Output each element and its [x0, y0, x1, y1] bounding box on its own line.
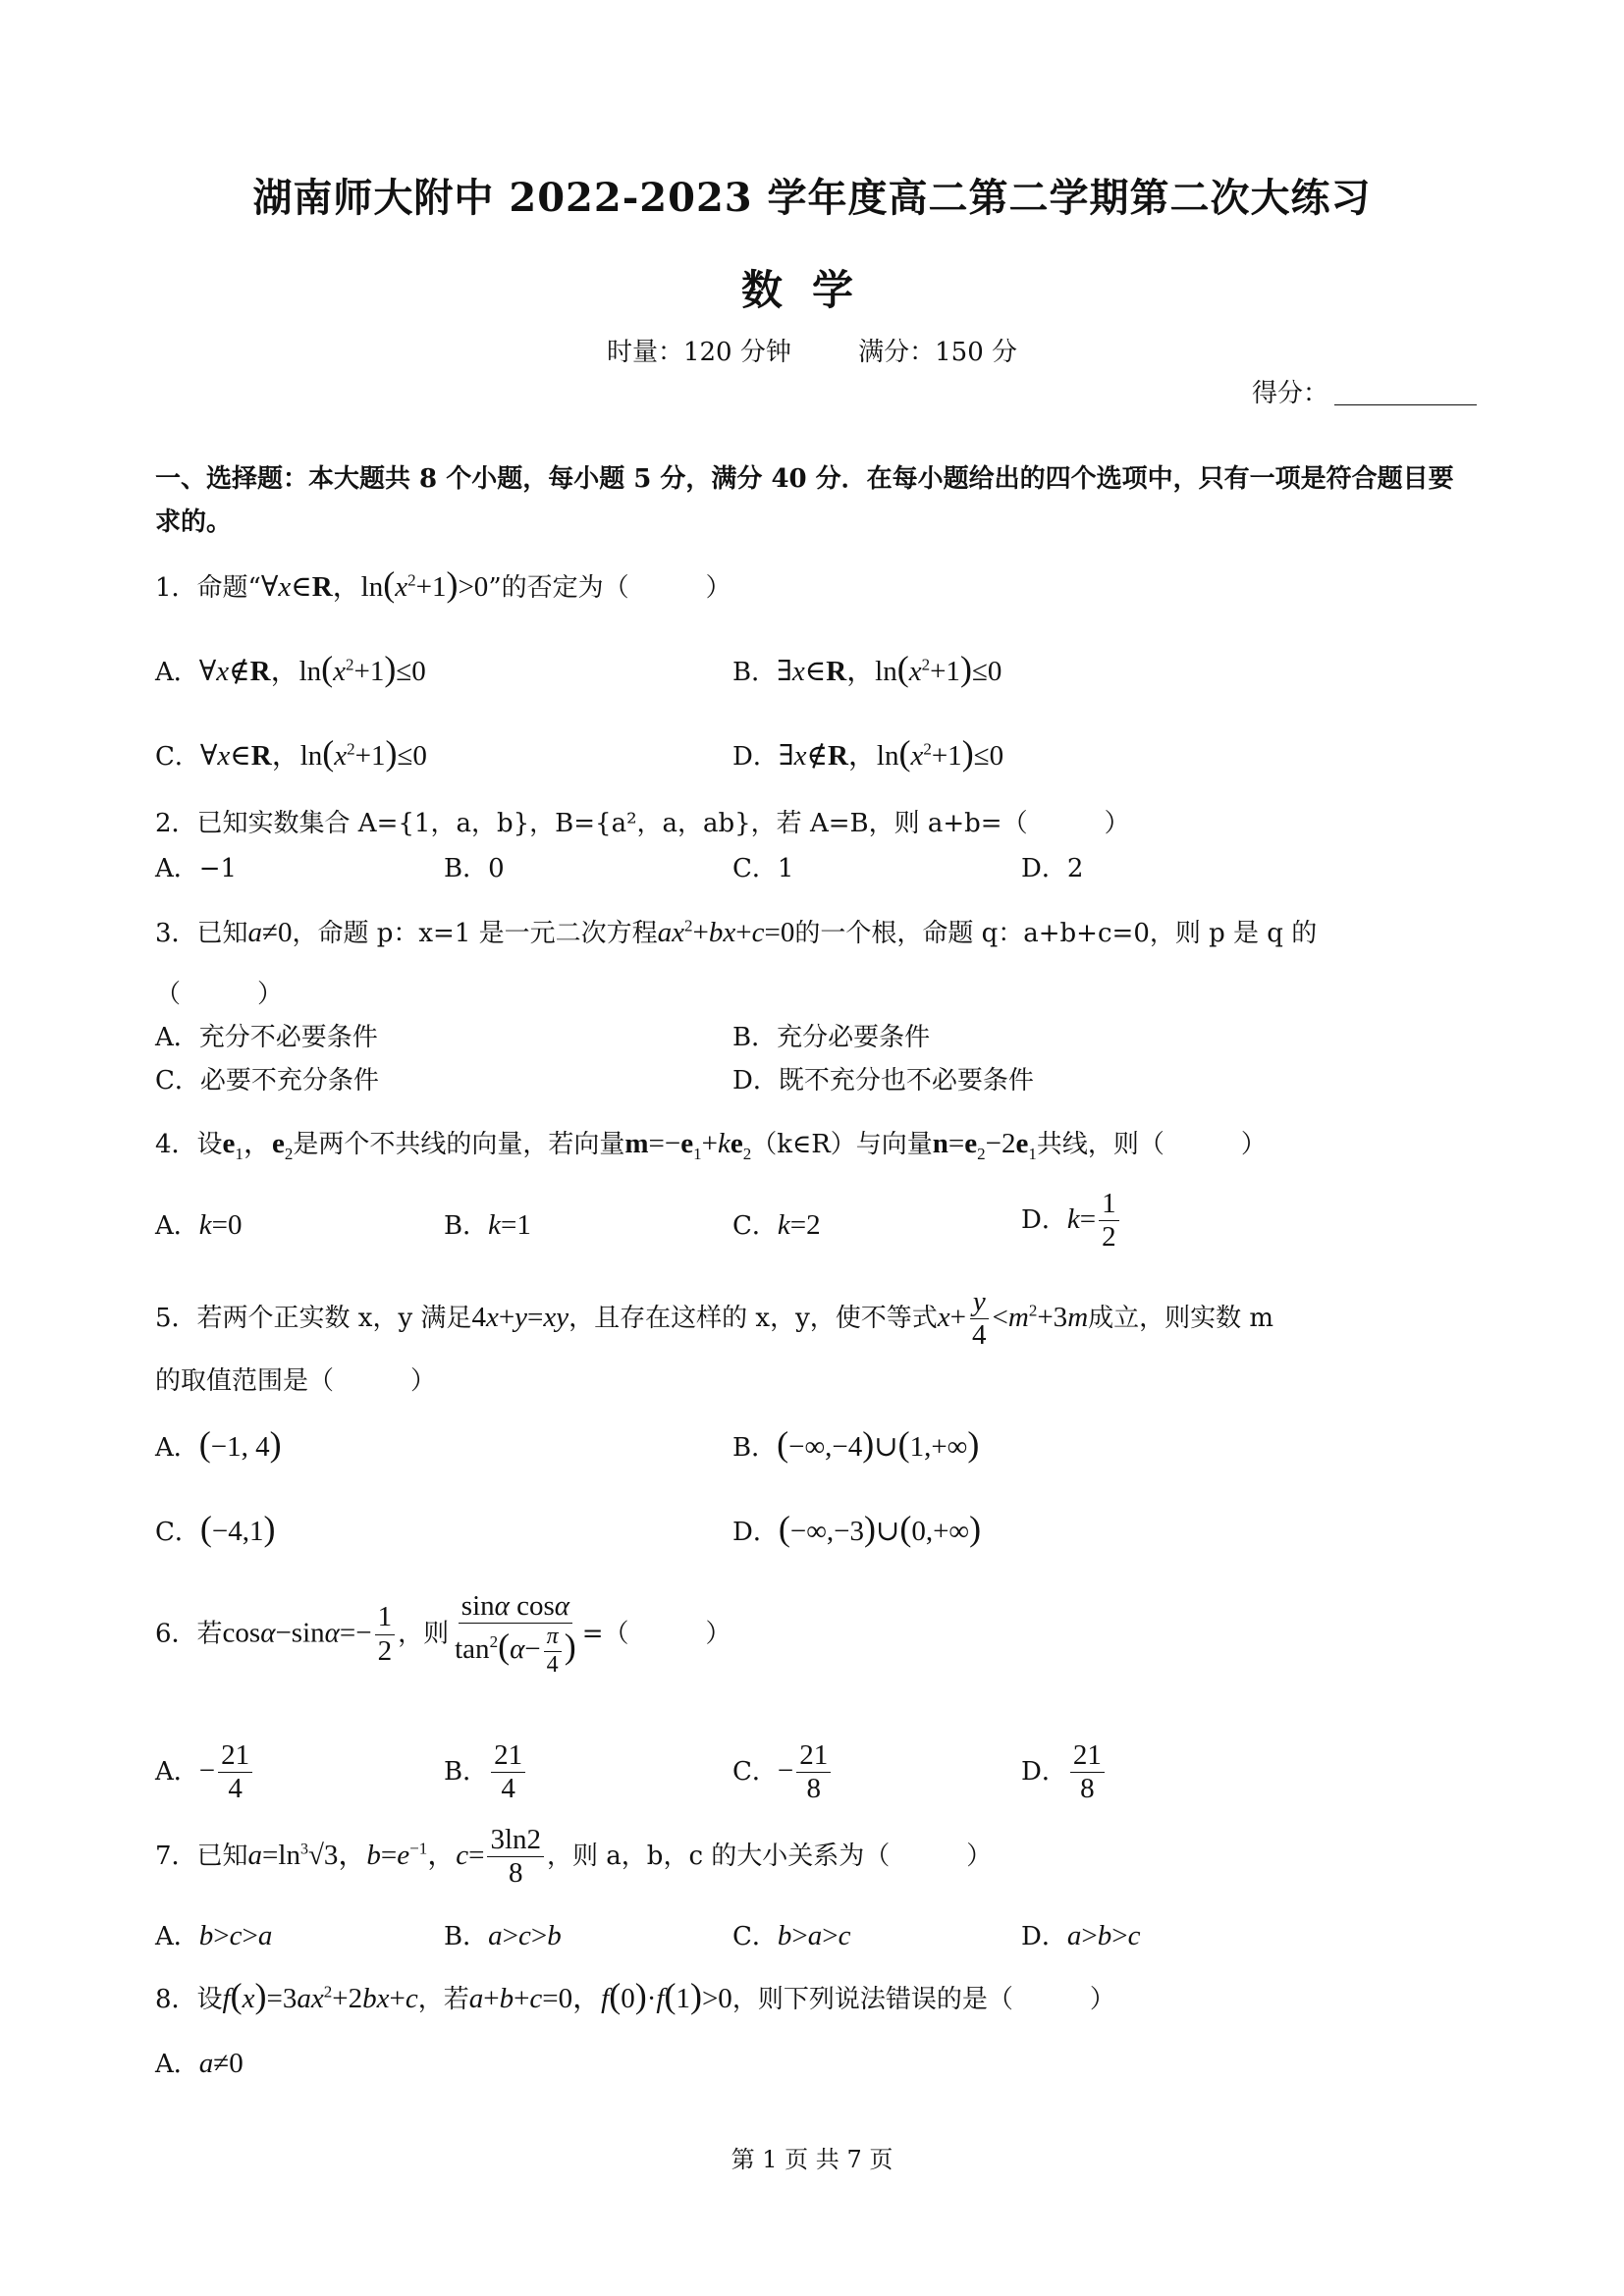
question-4-option-d: D．k= $\frac{1}{2}$ — [1021, 1188, 1122, 1255]
question-2-option-d: D．2 — [1021, 854, 1084, 883]
section-heading: 一、选择题：本大题共 8 个小题，每小题 5 分，满分 40 分．在每小题给出的四个选项中，只有一项是符合题目要求的。 — [155, 464, 1454, 537]
question-5-option-b: B．(−∞,−4)∪(1,+∞) — [732, 1424, 980, 1464]
page-footer: 第 1 页 共 7 页 — [731, 2146, 893, 2173]
question-1-option-c: C．∀x∈R，$\ln(x^2+1)\le 0$ — [155, 733, 427, 773]
page-title: 湖南师大附中 2022-2023 学年度高二第二学期第二次大练习 — [252, 175, 1372, 221]
question-5-stem: 5．若两个正实数 x，y 满足4x+y=xy，且存在这样的 x，y，使不等式x+ $\frac{y}{4}$ $<m^2+3m$成立，则实数 m — [155, 1286, 1274, 1352]
question-3-stem: 3．已知a≠0，命题 p：x=1 是一元二次方程$ax^2+bx+c=0$的一个根，命题 q：a+b+c=0，则 p 是 q 的 — [155, 916, 1318, 948]
question-7-option-b: B．a>c>b — [444, 1920, 562, 1951]
question-2-stem: 2．已知实数集合 A={1，a，b}，B={a²，a，ab}，若 A=B，则 a+b=（ ） — [155, 809, 1130, 838]
question-7-stem: 7．已知$a=\ln^3√3$，$b=e^{-1}$，c= $\frac{3\ln 2}{8}$ ，则 a，b，c 的大小关系为（ ） — [155, 1824, 993, 1890]
question-3-stem-cont: （ ） — [155, 980, 284, 1009]
question-1-option-d: D．∃x∉R，$\ln(x^2+1)\le 0$ — [732, 733, 1004, 773]
question-2-option-c: C．1 — [732, 854, 794, 883]
question-5-option-d: D．(−∞,−3)∪(0,+∞) — [732, 1509, 982, 1548]
score-blank — [1334, 404, 1477, 405]
question-1-option-b: B．∃x∈R，$\ln(x^2+1)\le 0$ — [732, 649, 1002, 688]
question-4-stem: 4．设$e_1$，$e_2$是两个不共线的向量，若向量$m=-e_1+ke_2(k\in R)$与向量$n=e_2-2e_1$共线，则（ ） — [155, 1128, 1267, 1163]
question-6-option-b: B． $\frac{21}{4}$ — [444, 1739, 528, 1806]
question-1-option-a: A．∀x∉R，$\ln(x^2+1)\le 0$ — [155, 649, 426, 688]
question-3-option-b: B．充分必要条件 — [732, 1023, 931, 1052]
question-1-stem: 1．命题“∀x∈R，$\ln(x^2+1)>0$”的否定为（ ） — [155, 564, 731, 604]
question-6-option-d: D． $\frac{21}{8}$ — [1021, 1739, 1108, 1806]
question-3-option-a: A．充分不必要条件 — [155, 1023, 378, 1052]
question-8-stem: 8．设$f(x)=3ax^2+2bx+c$，若a+b+c=0，f(0)·f(1)>0，则下列说法错误的是（ ） — [155, 1976, 1115, 2015]
question-6-option-c: C．− $\frac{21}{8}$ — [732, 1739, 834, 1806]
score-label: 得分： — [1251, 379, 1328, 408]
question-2-option-b: B．0 — [444, 854, 505, 883]
question-7-option-c: C．b>a>c — [732, 1920, 851, 1951]
question-5-option-a: A．(−1, 4) — [155, 1424, 282, 1464]
question-3-option-d: D．既不充分也不必要条件 — [732, 1066, 1034, 1095]
subject-title: 数学 — [740, 266, 883, 314]
question-7-option-d: D．a>b>c — [1021, 1920, 1141, 1951]
question-6-stem: 6．若cosα−sinα=− $\frac{1}{2}$ ，则 sinα cosα $\tan^2(\alpha-$ $\frac{\pi}{4}$ ) =（ ） — [155, 1590, 731, 1678]
question-4-option-b: B．k=1 — [444, 1209, 531, 1241]
time-limit: 时量：120 分钟 — [606, 338, 791, 367]
exam-meta — [0, 332, 1624, 368]
question-4-option-a: A．k=0 — [155, 1209, 243, 1241]
question-4-option-c: C．k=2 — [732, 1209, 821, 1241]
question-5-option-c: C．(−4,1) — [155, 1509, 276, 1548]
question-8-option-a: A．a≠0 — [155, 2048, 244, 2079]
question-6-option-a: A．− $\frac{21}{4}$ — [155, 1739, 255, 1806]
score-field — [1252, 373, 1477, 409]
question-2-option-a: A．−1 — [155, 854, 238, 883]
question-7-option-a: A．b>c>a — [155, 1920, 273, 1951]
question-5-stem-cont: 的取值范围是（ ） — [155, 1366, 437, 1396]
full-score: 满分：150 分 — [858, 338, 1018, 367]
question-3-option-c: C．必要不充分条件 — [155, 1066, 379, 1095]
